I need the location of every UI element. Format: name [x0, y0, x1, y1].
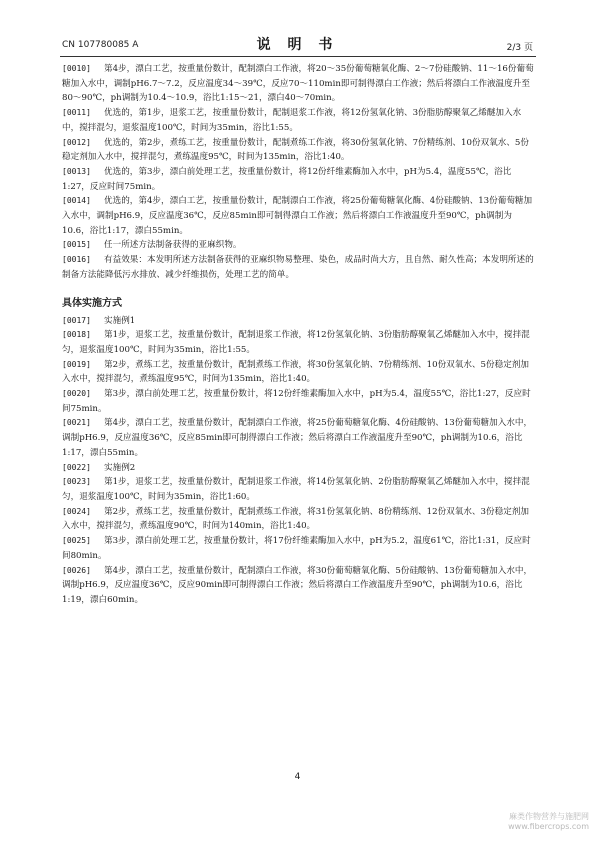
paragraph-text: 第1步，退浆工艺，按重量份数计，配制退浆工作液，将12份氢氧化钠、3份脂肪醇聚氧乙烯醚加入水中，搅拌混匀，退浆温度100℃，时间为35min，浴比1:55。 [62, 330, 530, 355]
paragraph-group-top [62, 62, 534, 283]
paragraph [62, 564, 534, 608]
paragraph-text: 有益效果：本发明所述方法制备获得的亚麻织物易整理、染色，成品时尚大方，且自然、耐久性高；本发明所述的制备方法能降低污水排放、减少纤维损伤，处理工艺的简单。 [62, 255, 534, 280]
paragraph [62, 253, 534, 282]
paragraph-number: [0014] [62, 196, 91, 206]
paragraph-number: [0010] [62, 64, 91, 73]
paragraph-number: [0011] [62, 108, 91, 118]
paragraph [62, 238, 534, 253]
header-patent-number: CN 107780085 A [62, 40, 139, 50]
paragraph-text: 第4步，漂白工艺，按重量份数计，配制漂白工作液，将25份葡萄糖氧化酶、4份硅酸钠、13份葡萄糖加入水中，调制pH6.9，反应温度36℃，反应85min即可制得漂白工作液；然后将漂白工作液温度升至90℃，ph调制为10.6，浴比1:17，漂白55min。 [62, 418, 533, 458]
paragraph-text: 任一所述方法制备获得的亚麻织物。 [104, 240, 242, 251]
paragraph [62, 461, 534, 476]
paragraph [62, 534, 534, 563]
paragraph [62, 416, 534, 460]
paragraph-number: [0023] [62, 477, 91, 487]
watermark-line-1: 麻类作物营养与施肥网 [509, 812, 589, 821]
paragraph [62, 505, 534, 534]
paragraph-number: [0012] [62, 137, 91, 147]
paragraph-text: 第3步，漂白前处理工艺，按重量份数计，将17份纤维素酶加入水中，pH为5.2，温度61℃，浴比1:31，反应时间80min。 [62, 536, 531, 561]
paragraph [62, 62, 534, 106]
paragraph-text: 第4步，漂白工艺，按重量份数计，配制漂白工作液，将20～35份葡萄糖氧化酶、2～7份硅酸钠、11～16份葡萄糖加入水中，调制pH6.7～7.2，反应温度34～39℃，反应70～110min即可制得漂白工作液；然后将漂白工作液温度升至80～90℃，ph调制为10.4～10.9，浴比1:15～21，漂白40～70min。 [62, 64, 534, 104]
paragraph-number: [0021] [62, 418, 91, 428]
header-page-info: 2/3 页 [506, 43, 533, 53]
paragraph [62, 328, 534, 357]
paragraph-number: [0020] [62, 389, 91, 399]
paragraph [62, 106, 534, 135]
watermark-line-2: www.fibercrops.com [508, 822, 589, 831]
document-body [62, 62, 534, 608]
paragraph [62, 358, 534, 387]
paragraph-number: [0019] [62, 359, 91, 369]
paragraph-number: [0016] [62, 255, 91, 265]
paragraph-number: [0025] [62, 536, 91, 546]
paragraph-number: [0015] [62, 240, 91, 250]
paragraph-text: 优选的，第1步，退浆工艺，按重量份数计，配制退浆工作液，将12份氢氧化钠、3份脂肪醇聚氧乙烯醚加入水中，搅拌混匀，退浆温度100℃，时间为35min，浴比1:55。 [62, 108, 522, 133]
paragraph-number: [0022] [62, 462, 91, 472]
paragraph [62, 475, 534, 504]
paragraph [62, 136, 534, 165]
paragraph-text: 第1步，退浆工艺，按重量份数计，配制退浆工作液，将14份氢氧化钠、2份脂肪醇聚氧乙烯醚加入水中，搅拌混匀，退浆温度100℃，时间为35min，浴比1:60。 [62, 477, 530, 502]
paragraph-group-bottom [62, 314, 534, 608]
paragraph [62, 314, 534, 329]
watermark [449, 812, 589, 832]
paragraph-text: 第3步，漂白前处理工艺，按重量份数计，将12份纤维素酶加入水中，pH为5.4，温度55℃，浴比1:27，反应时间75min。 [62, 389, 531, 414]
paragraph-number: [0013] [62, 166, 91, 176]
paragraph-number: [0024] [62, 506, 91, 516]
paragraph [62, 194, 534, 238]
paragraph [62, 387, 534, 416]
header-divider [60, 56, 536, 57]
paragraph-text: 第4步，漂白工艺，按重量份数计，配制漂白工作液，将30份葡萄糖氧化酶、5份硅酸钠、13份葡萄糖加入水中，调制pH6.9，反应温度36℃，反应90min即可制得漂白工作液；然后将漂白工作液温度升至90℃，ph调制为10.6，浴比1:19，漂白60min。 [62, 565, 533, 605]
paragraph [62, 165, 534, 194]
paragraph-number: [0026] [62, 565, 91, 575]
paragraph-text: 优选的，第2步，煮练工艺，按重量份数计，配制煮练工作液，将30份氢氧化钠、7份精练剂、10份双氧水、5份稳定剂加入水中，搅拌混匀，煮练温度95℃，时间为135min，浴比1:40。 [62, 137, 529, 163]
paragraph-number: [0017] [62, 315, 91, 325]
paragraph-text: 优选的，第4步，漂白工艺，按重量份数计，配制漂白工作液，将25份葡萄糖氧化酶、4份硅酸钠、13份葡萄糖加入水中，调制pH6.9，反应温度36℃，反应85min即可制得漂白工作液；然后将漂白工作液温度升至90℃，ph调制为10.6，浴比1:17，漂白55min。 [62, 196, 533, 236]
paragraph-text: 第2步，煮练工艺，按重量份数计，配制煮练工作液，将30份氢氧化钠、7份精练剂、10份双氧水、5份稳定剂加入水中，搅拌混匀，煮练温度95℃，时间为135min，浴比1:40。 [62, 359, 529, 385]
section-title: 具体实施方式 [62, 297, 122, 309]
paragraph-text: 优选的，第3步，漂白前处理工艺，按重量份数计，将12份纤维素酶加入水中，pH为5.4，温度55℃，浴比1:27，反应时间75min。 [62, 166, 512, 192]
paragraph-text: 实施例1 [104, 315, 136, 326]
page-title: 说 明 书 [256, 37, 339, 53]
page-number: 4 [294, 772, 301, 782]
paragraph-text: 实施例2 [104, 462, 136, 473]
paragraph-number: [0018] [62, 330, 91, 340]
paragraph-text: 第2步，煮练工艺，按重量份数计，配制煮练工作液，将31份氢氧化钠、8份精练剂、12份双氧水、3份稳定剂加入水中，搅拌混匀，煮练温度90℃，时间为140min，浴比1:40。 [62, 506, 529, 532]
